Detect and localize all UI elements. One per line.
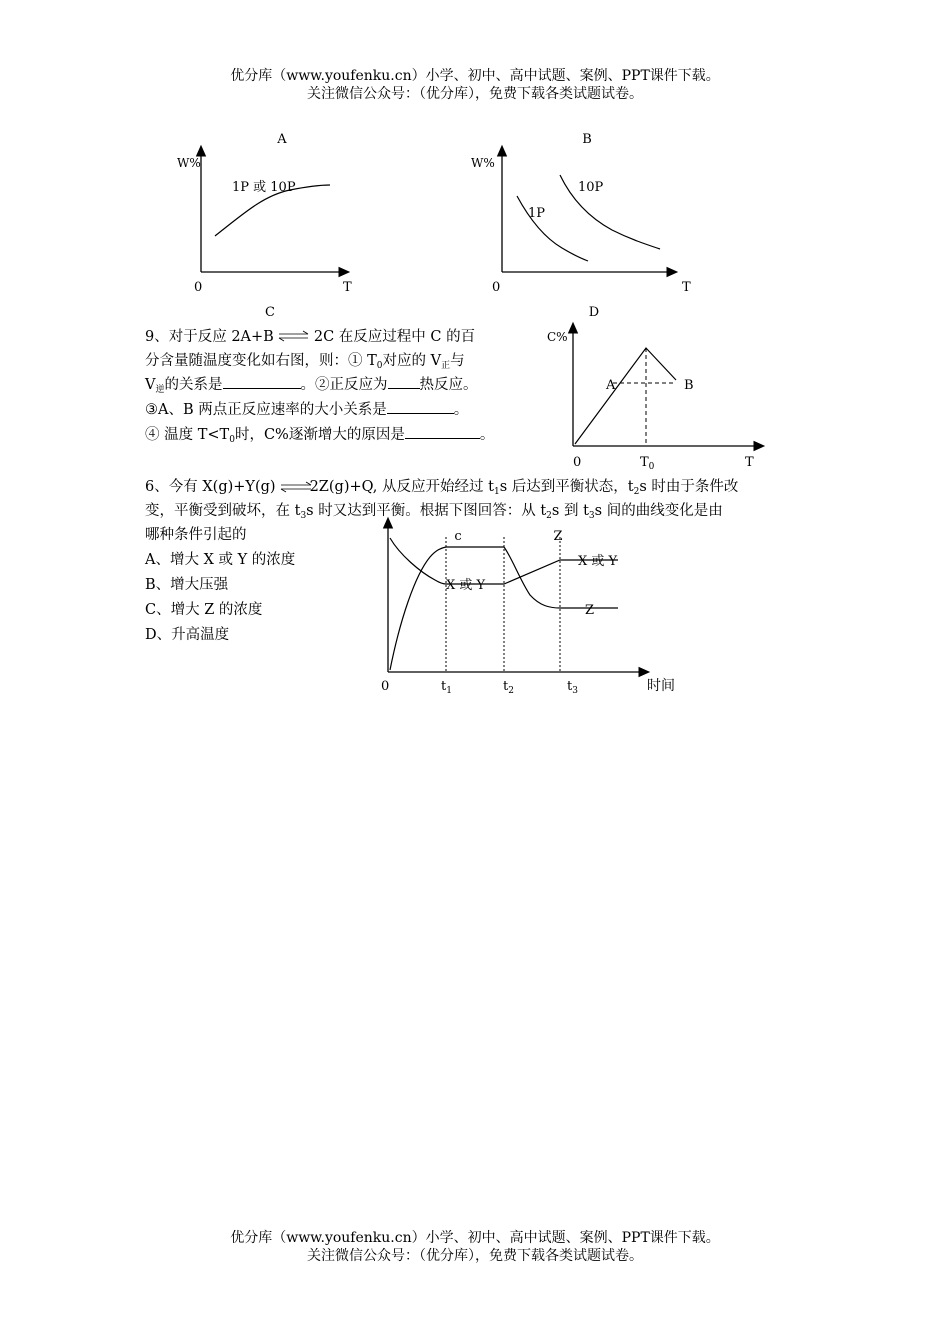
graph-b-title: B (582, 132, 592, 147)
graph-a (177, 132, 352, 320)
q6-line2: 变，平衡受到破坏，在 $t_3s$ 时又达到平衡。根据下图回答：从 $t_2s$ 到 $t_3s$ 间的曲线变化是由 (145, 503, 723, 521)
graph-c-origin: 0 (573, 455, 582, 470)
header-line-2: 关注微信公众号：（优分库），免费下载各类试题试卷。 (307, 86, 643, 102)
graph-b-origin: 0 (492, 280, 501, 295)
graph-time-xlabel: 时间 (647, 678, 675, 694)
graph-c-curve (575, 348, 676, 444)
footer-line-1: 优分库（www.youfenku.cn）小学、初中、高中试题、案例、PPT课件下载。 (230, 1230, 720, 1246)
q9-line4: ③A、B 两点正反应速率的大小关系是 。 (145, 398, 468, 422)
q6-option-a[interactable]: A、增大 X 或 Y 的浓度 (145, 552, 296, 568)
graph-b (471, 132, 691, 320)
q6-line1: 6、今有 X(g)+Y(g) 2Z(g)+Q, 从反应开始经过 $t_1s$ 后达到平衡状态，$t_2s$ 时由于条件改 (145, 479, 739, 497)
graph-b-curve1-label: 1P (528, 206, 546, 221)
graph-a-caption: C (265, 305, 275, 320)
q6-option-c[interactable]: C、增大 Z 的浓度 (145, 602, 263, 618)
graph-b-xlabel: T (682, 280, 691, 295)
header-line-1: 优分库（www.youfenku.cn）小学、初中、高中试题、案例、PPT课件下载。 (230, 68, 720, 84)
graph-c-point-b: B (684, 378, 694, 393)
graph-a-ylabel: W% (177, 156, 201, 170)
footer-line-2: 关注微信公众号：（优分库），免费下载各类试题试卷。 (307, 1248, 643, 1264)
graph-a-title: A (277, 132, 287, 147)
q9-blank-3[interactable] (387, 399, 454, 414)
graph-a-origin: 0 (194, 280, 203, 295)
graph-b-caption: D (588, 305, 600, 320)
graph-b-curve2-label: 10P (578, 180, 604, 195)
q9-blank-1[interactable] (223, 374, 301, 389)
graph-c-ylabel: C% (547, 330, 568, 344)
graph-c-percent (547, 327, 760, 472)
q9-blank-2[interactable] (388, 374, 420, 389)
graph-c-t0: $T_0$ (640, 455, 655, 472)
label-z-right: Z (585, 603, 595, 618)
q9-line1: 9、对于反应 2A+B 2C 在反应过程中 C 的百 (145, 329, 476, 345)
graph-c-xlabel: T (745, 455, 754, 470)
label-c: c (454, 529, 462, 544)
q9-blank-4[interactable] (405, 424, 480, 439)
graph-c-point-a: A (606, 378, 616, 393)
label-xy-right: X 或 Y (578, 554, 618, 569)
q9-line3: $V_逆$的关系是 。②正反应为 热反应。 (145, 373, 478, 399)
label-xy-mid: X 或 Y (446, 578, 486, 593)
graph-time-origin: 0 (381, 679, 390, 694)
label-z-top: Z (553, 529, 563, 544)
graph-b-curve-10p (560, 175, 660, 249)
graph-b-ylabel: W% (471, 156, 495, 170)
graph-time-t1: $t_1$ (441, 679, 452, 696)
q6-option-d[interactable]: D、升高温度 (145, 627, 230, 643)
graph-time (381, 522, 675, 696)
q6-line3: 哪种条件引起的 (145, 527, 247, 543)
graph-time-t3: $t_3$ (567, 679, 578, 696)
q6-option-b[interactable]: B、增大压强 (145, 577, 229, 593)
q9-line2: 分含量随温度变化如右图，则：① $T_0$对应的 $V_正$与 (145, 353, 465, 371)
graph-time-t2: $t_2$ (503, 679, 514, 696)
graph-a-xlabel: T (343, 280, 352, 295)
graph-a-curve-label: 1P 或 10P (232, 180, 296, 195)
q9-line5: ④ 温度 $T<T_0$时，C%逐渐增大的原因是 。 (145, 423, 494, 449)
